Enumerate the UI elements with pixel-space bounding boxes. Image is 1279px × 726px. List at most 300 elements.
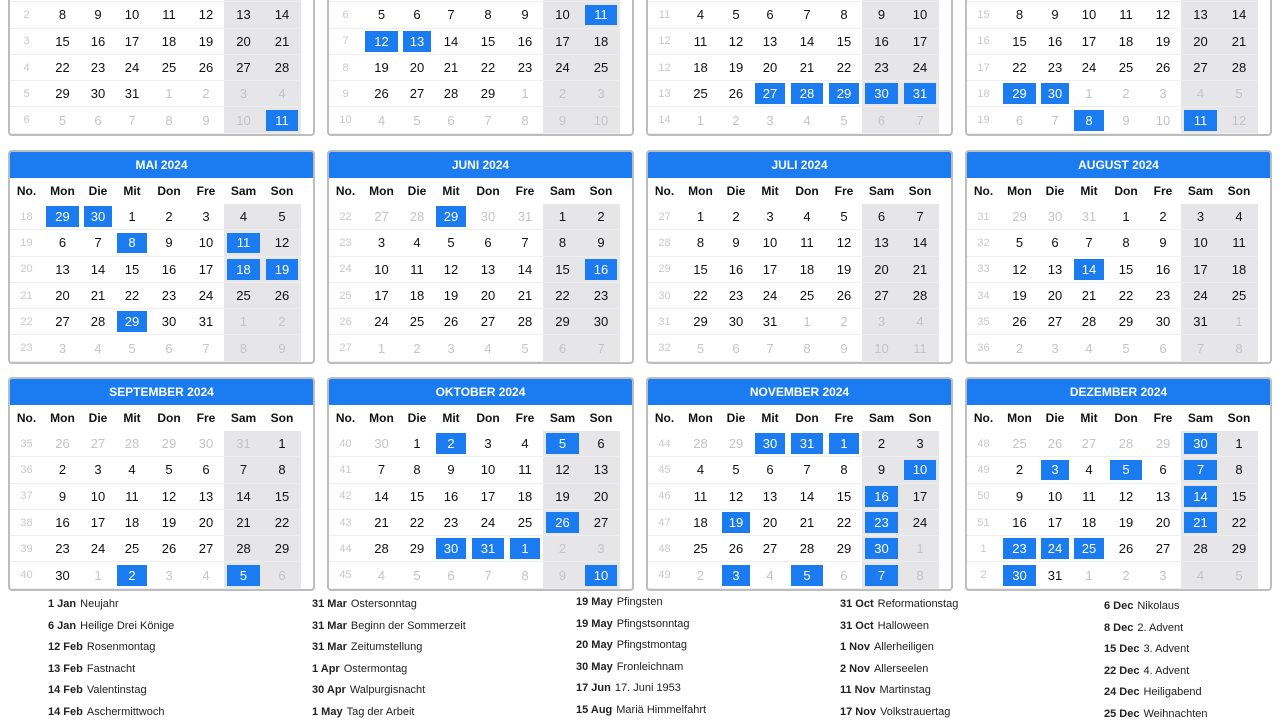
- day-number: 7: [447, 7, 455, 23]
- day-cell: [82, 283, 114, 309]
- day-number: 4: [916, 314, 924, 330]
- day-cell: [150, 29, 188, 55]
- day-cell: [114, 510, 150, 536]
- day-cell: [1071, 230, 1107, 256]
- day-number: 8: [58, 7, 67, 23]
- day-cell: [582, 29, 620, 55]
- week-row: [10, 55, 313, 81]
- day-cell: [1039, 29, 1071, 55]
- day-cell: [263, 29, 301, 55]
- day-number: 1: [94, 567, 102, 583]
- highlighted-day-cell: [862, 81, 901, 107]
- day-number: 5: [791, 565, 824, 586]
- day-cell: [150, 562, 188, 588]
- day-number: 22: [55, 60, 70, 76]
- highlighted-day-cell: [1181, 510, 1220, 536]
- day-cell: [401, 510, 433, 536]
- day-cell: [82, 309, 114, 335]
- day-number: 5: [165, 462, 173, 478]
- day-cell: [188, 431, 224, 457]
- week-row: [648, 204, 951, 230]
- day-number: 7: [1085, 235, 1093, 251]
- holiday-date: 13 Feb: [48, 662, 83, 675]
- day-number: 3: [377, 235, 386, 251]
- day-cell: [543, 230, 582, 256]
- day-number: 18: [1081, 515, 1097, 531]
- highlighted-day-cell: [43, 204, 82, 230]
- day-number: 11: [162, 7, 176, 23]
- day-number: 12: [198, 7, 214, 23]
- day-number: 8: [840, 7, 848, 23]
- day-cell: [826, 204, 862, 230]
- day-cell: [114, 29, 150, 55]
- day-cell: [150, 230, 188, 256]
- week-number: 35: [10, 431, 43, 457]
- week-row: [648, 107, 951, 133]
- day-cell: [1145, 204, 1181, 230]
- day-number: 9: [877, 7, 886, 23]
- day-cell: [43, 457, 82, 483]
- day-number: 28: [799, 541, 815, 557]
- day-number: 5: [521, 340, 529, 356]
- day-number: 31: [762, 314, 778, 330]
- day-number: 4: [94, 340, 102, 356]
- week-row: [10, 484, 313, 510]
- day-number: 21: [799, 515, 815, 531]
- day-number: 16: [1047, 33, 1063, 49]
- week-number: 39: [10, 536, 43, 562]
- day-number: 26: [198, 60, 214, 76]
- day-cell: [862, 2, 901, 28]
- day-cell: [82, 484, 114, 510]
- day-number: 29: [1012, 209, 1027, 225]
- day-number: 2: [1159, 209, 1167, 225]
- day-number: 24: [912, 515, 928, 531]
- day-cell: [150, 55, 188, 81]
- day-cell: [826, 29, 862, 55]
- week-row: [329, 510, 632, 536]
- day-cell: [582, 536, 620, 562]
- day-cell: [433, 309, 469, 335]
- week-row: [967, 204, 1270, 230]
- day-number: 1: [413, 436, 421, 452]
- day-number: 23: [443, 515, 459, 531]
- day-cell: [188, 457, 224, 483]
- weekday-header: Son: [908, 184, 932, 198]
- day-cell: [681, 29, 720, 55]
- day-number: 25: [799, 288, 815, 304]
- day-number: 1: [377, 340, 386, 356]
- day-cell: [1145, 484, 1181, 510]
- day-cell: [720, 309, 752, 335]
- day-number: 3: [766, 209, 774, 225]
- week-row: [329, 2, 632, 28]
- day-number: 7: [521, 235, 529, 251]
- day-number: 8: [413, 462, 421, 478]
- day-cell: [543, 257, 582, 283]
- day-number: 26: [443, 314, 459, 330]
- week-row: [10, 457, 313, 483]
- day-number: 20: [762, 60, 778, 76]
- day-number: 16: [1155, 261, 1171, 277]
- day-number: 1: [1085, 86, 1093, 102]
- day-cell: [1071, 431, 1107, 457]
- day-cell: [582, 204, 620, 230]
- day-number: 1: [521, 86, 529, 102]
- day-cell: [362, 309, 401, 335]
- holiday-name: Rosenmontag: [86, 641, 156, 654]
- day-number: 22: [124, 288, 140, 304]
- highlighted-day-cell: [1107, 457, 1145, 483]
- day-number: 3: [916, 436, 924, 452]
- day-cell: [582, 309, 620, 335]
- day-number: 23: [55, 541, 70, 557]
- day-cell: [1145, 2, 1181, 28]
- day-number: 2: [165, 209, 173, 225]
- day-number: 2: [840, 314, 848, 330]
- day-number: 13: [1047, 261, 1063, 277]
- day-number: 16: [443, 488, 459, 504]
- week-row: [648, 81, 951, 107]
- day-cell: [469, 283, 507, 309]
- day-number: 10: [912, 7, 928, 23]
- day-number: 5: [227, 565, 261, 586]
- day-number: 3: [877, 314, 886, 330]
- week-row: [648, 55, 951, 81]
- day-number: 16: [728, 261, 744, 277]
- day-cell: [433, 283, 469, 309]
- month-title: NOVEMBER 2024: [648, 379, 951, 405]
- day-number: 4: [696, 7, 705, 23]
- day-number: 31: [1047, 567, 1063, 583]
- weekday-header: Sam: [230, 184, 257, 198]
- day-number: 4: [128, 462, 136, 478]
- day-number: 7: [916, 112, 924, 128]
- day-cell: [826, 510, 862, 536]
- week-row: [10, 309, 313, 335]
- day-number: 17: [555, 33, 570, 49]
- day-cell: [469, 457, 507, 483]
- day-cell: [224, 335, 263, 361]
- day-number: 2: [1015, 340, 1024, 356]
- holiday-date: 19 May: [576, 596, 613, 608]
- day-number: 8: [840, 462, 848, 478]
- day-number: 19: [198, 33, 214, 49]
- day-cell: [582, 431, 620, 457]
- day-number: 4: [521, 436, 529, 452]
- month-mai: [8, 150, 315, 364]
- highlighted-day-cell: [582, 257, 620, 283]
- week-row: [10, 536, 313, 562]
- month-title: DEZEMBER 2024: [967, 379, 1270, 405]
- day-cell: [401, 55, 433, 81]
- week-number: 9: [329, 81, 362, 107]
- week-number: 19: [10, 230, 43, 256]
- holiday-item: [1104, 618, 1279, 640]
- day-number: 27: [198, 541, 214, 557]
- day-cell: [681, 536, 720, 562]
- holiday-name: Fronleichnam: [616, 660, 684, 673]
- holiday-item: [48, 680, 298, 702]
- day-cell: [543, 335, 582, 361]
- day-cell: [826, 457, 862, 483]
- weekday-header: Die: [407, 184, 427, 198]
- highlighted-day-cell: [901, 81, 939, 107]
- day-number: 6: [202, 462, 210, 478]
- day-number: 7: [94, 235, 102, 251]
- holiday-date: 1 May: [312, 705, 343, 718]
- day-number: 2: [732, 209, 740, 225]
- day-number: 16: [865, 486, 899, 507]
- week-number: 6: [329, 2, 362, 28]
- day-number: 4: [202, 567, 210, 583]
- day-number: 7: [202, 340, 210, 356]
- day-cell: [114, 335, 150, 361]
- week-number: 14: [648, 107, 681, 133]
- day-number: 6: [877, 209, 886, 225]
- day-cell: [188, 29, 224, 55]
- day-cell: [788, 457, 826, 483]
- day-number: 1: [1235, 436, 1243, 452]
- day-cell: [681, 55, 720, 81]
- day-number: 9: [877, 462, 886, 478]
- day-number: 20: [874, 261, 889, 277]
- day-cell: [1220, 335, 1258, 361]
- day-cell: [507, 257, 543, 283]
- day-cell: [1220, 257, 1258, 283]
- highlighted-day-cell: [263, 257, 301, 283]
- day-number: 10: [236, 112, 251, 128]
- day-cell: [862, 457, 901, 483]
- day-cell: [263, 562, 301, 588]
- holiday-date: 31 Oct: [840, 598, 874, 610]
- day-cell: [901, 29, 939, 55]
- day-number: 25: [236, 288, 251, 304]
- weekday-header: Mit: [1080, 184, 1098, 198]
- week-row: [10, 431, 313, 457]
- week-row: [329, 230, 632, 256]
- day-cell: [901, 510, 939, 536]
- weekday-header: Fre: [1153, 184, 1173, 198]
- day-number: 12: [555, 462, 570, 478]
- day-number: 7: [1184, 460, 1218, 481]
- day-number: 27: [1155, 541, 1171, 557]
- day-number: 26: [55, 436, 70, 452]
- day-number: 27: [874, 288, 889, 304]
- day-number: 5: [696, 340, 705, 356]
- day-number: 22: [693, 288, 708, 304]
- weekday-header: No.: [16, 184, 37, 198]
- holiday-date: 12 Feb: [48, 641, 83, 654]
- day-cell: [114, 55, 150, 81]
- day-number: 28: [236, 541, 251, 557]
- weekday-header: Sam: [1187, 411, 1214, 425]
- week-number: 18: [967, 81, 1000, 107]
- holiday-date: 30 Apr: [312, 684, 346, 697]
- day-cell: [263, 431, 301, 457]
- day-cell: [1107, 536, 1145, 562]
- holiday-date: 2 Nov: [840, 662, 870, 675]
- day-number: 8: [165, 112, 173, 128]
- day-number: 3: [597, 541, 605, 557]
- day-cell: [224, 510, 263, 536]
- day-number: 22: [409, 515, 425, 531]
- day-number: 8: [1015, 7, 1024, 23]
- day-number: 7: [865, 565, 899, 586]
- day-cell: [1145, 55, 1181, 81]
- day-cell: [1107, 230, 1145, 256]
- day-number: 10: [198, 235, 214, 251]
- highlighted-day-cell: [1181, 431, 1220, 457]
- holiday-name: 4. Advent: [1143, 664, 1190, 677]
- day-number: 26: [728, 541, 744, 557]
- day-number: 18: [227, 259, 261, 280]
- day-cell: [1145, 29, 1181, 55]
- day-cell: [720, 230, 752, 256]
- day-number: 6: [766, 462, 774, 478]
- week-number: 40: [329, 431, 362, 457]
- holiday-date: 15 Aug: [576, 703, 613, 716]
- day-cell: [263, 204, 301, 230]
- holiday-item: [576, 678, 826, 700]
- day-cell: [1000, 510, 1039, 536]
- day-number: 31: [517, 209, 533, 225]
- day-cell: [507, 335, 543, 361]
- day-number: 14: [443, 33, 459, 49]
- day-number: 8: [1122, 235, 1130, 251]
- day-number: 10: [1081, 7, 1097, 23]
- day-cell: [1181, 257, 1220, 283]
- day-number: 23: [874, 60, 889, 76]
- day-number: 4: [278, 86, 286, 102]
- day-number: 29: [1003, 83, 1037, 104]
- day-number: 10: [1155, 112, 1171, 128]
- day-cell: [43, 484, 82, 510]
- day-number: 7: [377, 462, 386, 478]
- highlighted-day-cell: [433, 431, 469, 457]
- day-cell: [752, 283, 788, 309]
- day-cell: [469, 81, 507, 107]
- day-cell: [401, 309, 433, 335]
- day-number: 23: [728, 288, 744, 304]
- day-number: 25: [409, 314, 425, 330]
- holiday-date: 14 Feb: [48, 684, 83, 697]
- day-number: 9: [521, 7, 529, 23]
- day-number: 13: [762, 488, 778, 504]
- day-number: 1: [696, 112, 705, 128]
- day-cell: [1181, 536, 1220, 562]
- day-number: 9: [558, 567, 567, 583]
- day-number: 29: [436, 206, 467, 227]
- day-cell: [1000, 107, 1039, 133]
- week-number: 42: [329, 484, 362, 510]
- weekday-header: No.: [335, 411, 356, 425]
- day-number: 16: [90, 33, 106, 49]
- weekday-header: Fre: [834, 184, 854, 198]
- week-number: 17: [967, 55, 1000, 81]
- day-number: 1: [916, 541, 924, 557]
- day-number: 11: [125, 488, 139, 504]
- day-number: 28: [409, 209, 425, 225]
- day-number: 27: [755, 83, 786, 104]
- week-row: [648, 431, 951, 457]
- day-cell: [43, 81, 82, 107]
- day-number: 6: [278, 567, 286, 583]
- weekday-header: Don: [157, 184, 181, 198]
- day-number: 16: [161, 261, 177, 277]
- weekday-header: Don: [476, 184, 500, 198]
- day-cell: [43, 309, 82, 335]
- day-cell: [1039, 510, 1071, 536]
- day-number: 8: [239, 340, 248, 356]
- week-number: 35: [967, 309, 1000, 335]
- day-number: 3: [484, 436, 492, 452]
- day-number: 21: [443, 60, 459, 76]
- day-number: 29: [728, 436, 744, 452]
- week-row: [10, 230, 313, 256]
- day-number: 14: [90, 261, 106, 277]
- day-number: 12: [728, 33, 744, 49]
- day-cell: [1181, 335, 1220, 361]
- week-row: [648, 29, 951, 55]
- day-cell: [401, 536, 433, 562]
- day-number: 23: [593, 288, 609, 304]
- day-number: 1: [803, 314, 811, 330]
- day-number: 17: [762, 261, 778, 277]
- highlighted-day-cell: [901, 457, 939, 483]
- week-number: 25: [329, 283, 362, 309]
- holiday-date: 15 Dec: [1104, 643, 1140, 656]
- holiday-item: [1104, 661, 1279, 683]
- day-number: 17: [90, 515, 106, 531]
- day-cell: [901, 484, 939, 510]
- day-cell: [1000, 2, 1039, 28]
- week-number: 51: [967, 510, 1000, 536]
- week-row: [648, 484, 951, 510]
- weekday-header: Sam: [230, 411, 257, 425]
- day-number: 26: [161, 541, 177, 557]
- week-row: [329, 536, 632, 562]
- day-cell: [433, 510, 469, 536]
- week-number: 2: [10, 2, 43, 28]
- day-number: 1: [239, 314, 248, 330]
- week-row: [967, 55, 1270, 81]
- day-cell: [862, 431, 901, 457]
- day-cell: [1107, 484, 1145, 510]
- day-number: 3: [1196, 209, 1205, 225]
- day-cell: [401, 335, 433, 361]
- day-number: 8: [278, 462, 286, 478]
- day-number: 3: [447, 340, 455, 356]
- day-cell: [1039, 204, 1071, 230]
- day-number: 5: [128, 340, 136, 356]
- day-cell: [507, 107, 543, 133]
- day-cell: [43, 230, 82, 256]
- day-cell: [681, 257, 720, 283]
- day-cell: [752, 484, 788, 510]
- highlighted-day-cell: [862, 562, 901, 588]
- day-number: 20: [593, 488, 609, 504]
- holiday-item: [576, 657, 826, 679]
- day-cell: [1107, 431, 1145, 457]
- day-cell: [150, 484, 188, 510]
- week-row: [329, 335, 632, 361]
- day-number: 8: [1235, 340, 1243, 356]
- day-number: 11: [913, 340, 927, 356]
- day-cell: [826, 536, 862, 562]
- week-number: 24: [329, 257, 362, 283]
- day-cell: [263, 230, 301, 256]
